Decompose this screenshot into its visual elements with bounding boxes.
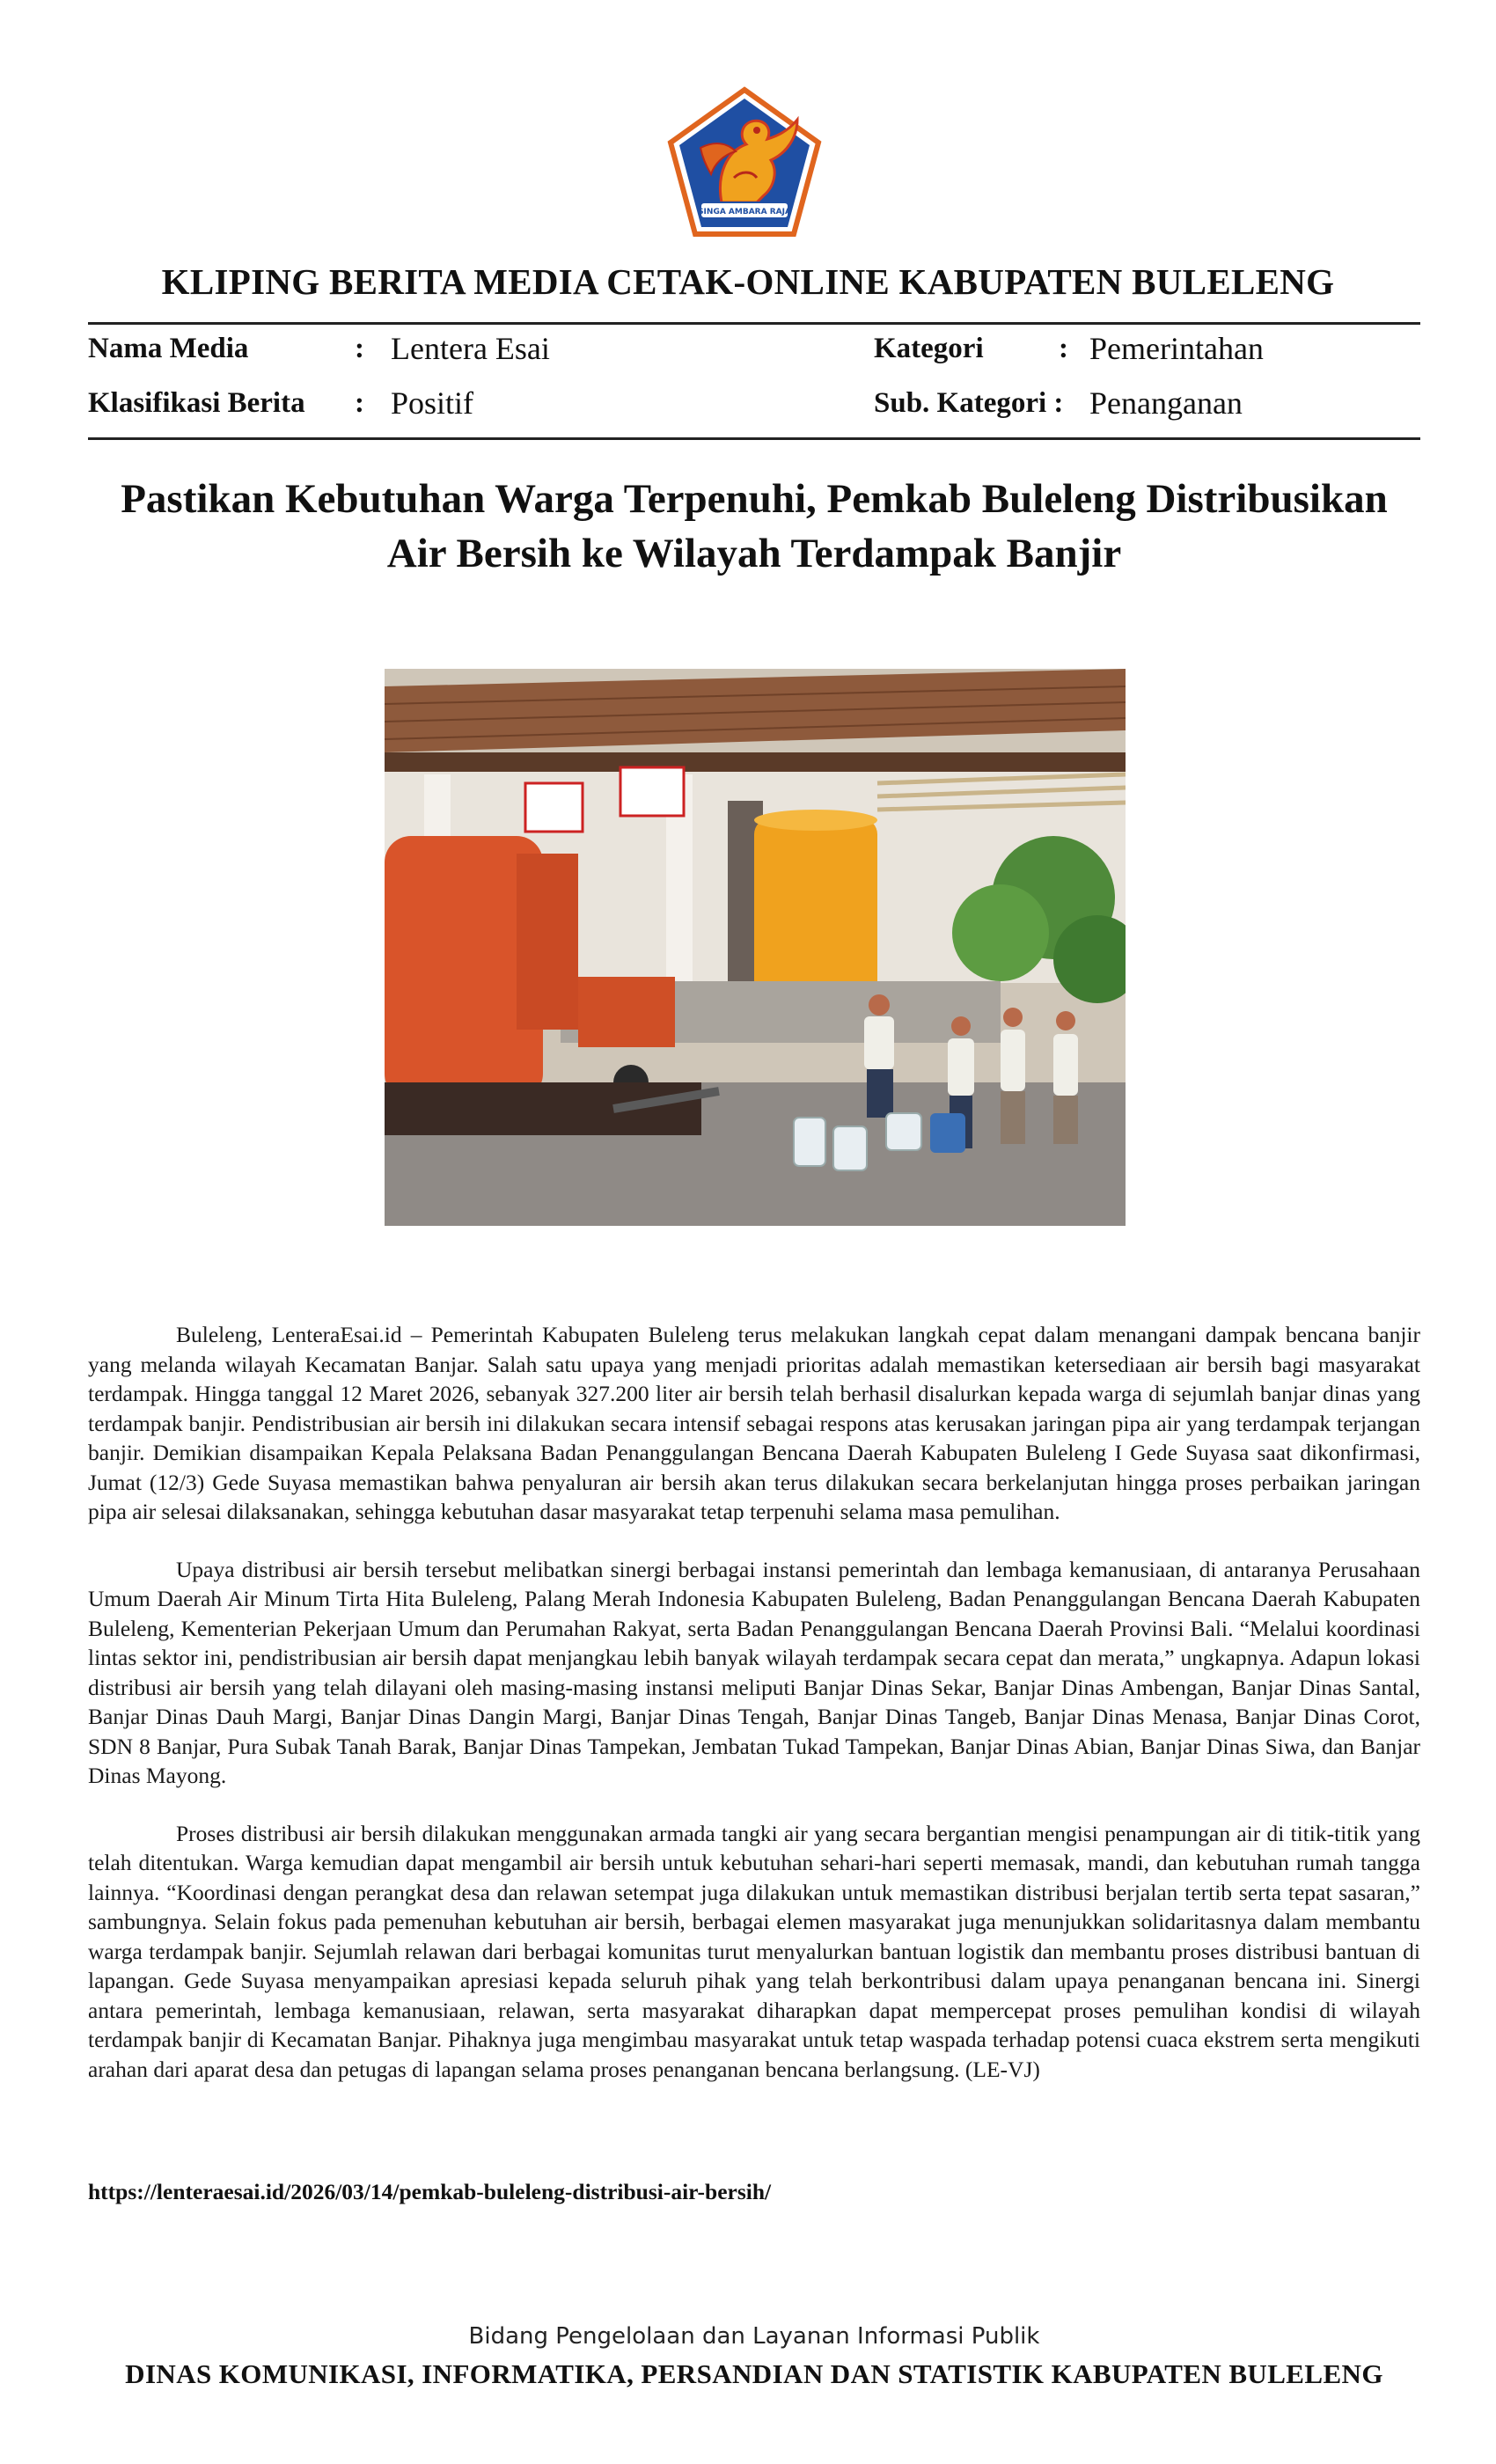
footer-agency: DINAS KOMUNIKASI, INFORMATIKA, PERSANDIAN DAN STATISTIK KABUPATEN BULELENG: [125, 2358, 1383, 2389]
article-paragraph-1: Buleleng, LenteraEsai.id – Pemerintah Kabupaten Buleleng terus melakukan langkah cepat dalam menangani dampak bencana banjir yang melanda wilayah Kecamatan Banjar. Salah satu upaya yang menjadi prioritas adalah memastikan ketersediaan air bersih bagi masyarakat terdampak. Hingga tanggal 12 Maret 2026, sebanyak 327.200 liter air bersih telah berhasil disalurkan kepada warga di sejumlah banjar dinas yang terdampak banjir. Pendistribusian air bersih ini dilakukan secara intensif sebagai respons atas kerusakan jaringan pipa air yang terdampak terjangan banjir. Demikian disampaikan Kepala Pelaksana Badan Penanggulangan Bencana Daerah Kabupaten Buleleng I Gede Suyasa saat dikonfirmasi, Jumat (12/3) Gede Suyasa memastikan bahwa penyaluran air bersih akan terus dilakukan secara berkelanjutan hingga proses perbaikan jaringan pipa air selesai dilaksanakan, sehingga kebutuhan dasar masyarakat tetap terpenuhi selama masa pemulihan.: [88, 1322, 1420, 1524]
footer-department: Bidang Pengelolaan dan Layanan Informasi Publik: [468, 2323, 1040, 2350]
subcategory-value: Penanganan: [1089, 385, 1243, 421]
water-distribution-photo: [385, 669, 1126, 1226]
category-value: Pemerintahan: [1089, 331, 1264, 366]
headline-line-1: Pastikan Kebutuhan Warga Terpenuhi, Pemkab Buleleng Distribusikan: [121, 476, 1388, 522]
media-name-label: Nama Media: [88, 333, 249, 364]
clipping-title: KLIPING BERITA MEDIA CETAK-ONLINE KABUPATEN BULELENG: [161, 261, 1335, 302]
classification-label: Klasifikasi Berita: [88, 387, 305, 419]
logo-motto-text: SINGA AMBARA RAJA: [698, 208, 791, 216]
classification-value: Positif: [391, 385, 474, 421]
article-paragraph-3: Proses distribusi air bersih dilakukan menggunakan armada tangki air yang secara bergantian mengisi penampungan air di titik-titik yang telah ditentukan. Warga kemudian dapat mengambil air bersih untuk kebutuhan sehari-hari seperti memasak, mandi, dan kebutuhan rumah tangga lainnya. “Koordinasi dengan perangkat desa dan relawan setempat juga dilakukan untuk memastikan distribusi berjalan tertib serta tepat sasaran,” sambungnya. Selain fokus pada pemenuhan kebutuhan air bersih, berbagai elemen masyarakat juga menunjukkan solidaritasnya dalam membantu warga terdampak banjir. Sejumlah relawan dari berbagai komunitas turut menyalurkan bantuan logistik dan membantu proses distribusi bantuan di lapangan. Gede Suyasa menyampaikan apresiasi kepada seluruh pihak yang telah berkontribusi dalam upaya penanganan bencana ini. Sinergi antara pemerintah, lembaga kemanusiaan, relawan, serta masyarakat diharapkan dapat mempercepat proses pemulihan kondisi di wilayah terdampak banjir di Kecamatan Banjar. Pihaknya juga mengimbau masyarakat untuk tetap waspada terhadap potensi cuaca ekstrem serta mengikuti arahan dari aparat desa dan petugas di lapangan selama proses penanganan bencana berlangsung. (LE-VJ): [88, 1820, 1420, 2082]
article-photo: [385, 669, 1126, 1226]
category-label: Kategori: [874, 333, 984, 364]
article-body: [88, 1320, 1420, 2112]
classification-colon: :: [355, 387, 364, 419]
source-url-link[interactable]: https://lenteraesai.id/2026/03/14/pemkab-buleleng-distribusi-air-bersih/: [88, 2179, 772, 2204]
category-colon: :: [1059, 333, 1068, 364]
media-name-value: Lentera Esai: [391, 331, 550, 366]
title-divider: [88, 322, 1420, 325]
article-headline: [88, 472, 1420, 581]
subcategory-label: Sub. Kategori :: [874, 387, 1064, 419]
logo-emblem-graphic: [665, 86, 824, 238]
media-name-colon: :: [355, 333, 364, 364]
meta-divider: [88, 437, 1420, 440]
buleleng-regency-logo: [665, 86, 824, 238]
headline-line-2: Air Bersih ke Wilayah Terdampak Banjir: [386, 531, 1122, 576]
article-paragraph-2: Upaya distribusi air bersih tersebut melibatkan sinergi berbagai instansi pemerintah dan lembaga kemanusiaan, di antaranya Perusahaan Umum Daerah Air Minum Tirta Hita Buleleng, Palang Merah Indonesia Kabupaten Buleleng, Badan Penanggulangan Bencana Daerah Kabupaten Buleleng, Kementerian Pekerjaan Umum dan Perumahan Rakyat, serta Badan Penanggulangan Bencana Daerah Provinsi Bali. “Melalui koordinasi lintas sektor ini, pendistribusian air bersih dapat menjangkau lebih banyak wilayah terdampak secara cepat dan merata,” ungkapnya. Adapun lokasi distribusi air bersih yang telah dilayani oleh masing-masing instansi meliputi Banjar Dinas Sekar, Banjar Dinas Ambengan, Banjar Dinas Santal, Banjar Dinas Dauh Margi, Banjar Dinas Dangin Margi, Banjar Dinas Tengah, Banjar Dinas Tangeb, Banjar Dinas Menasa, Banjar Dinas Corot, SDN 8 Banjar, Pura Subak Tanah Barak, Banjar Dinas Tampekan, Jembatan Tukad Tampekan, Banjar Dinas Abian, Banjar Dinas Siwa, dan Banjar Dinas Mayong.: [88, 1556, 1420, 1788]
